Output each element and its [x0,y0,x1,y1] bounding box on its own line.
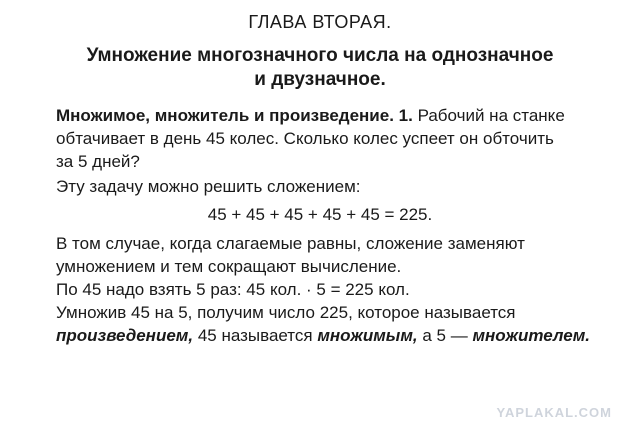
term-product: произведением, [56,326,194,345]
site-watermark: YAPLAKAL.COM [496,405,612,420]
paragraph-3-line-1: В том случае, когда слагаемые равны, сложение заменяют [56,234,525,253]
paragraph-4: По 45 надо взять 5 раз: 45 кол. · 5 = 225 кол. [56,280,410,299]
paragraph-5-text-1: 45 называется [193,326,318,345]
paragraph-5-line-2 [56,325,590,347]
paragraph-1-line-3: за 5 дней? [56,152,140,171]
term-multiplicand: множимым, [317,326,418,345]
term-multiplier: множителем. [472,326,591,345]
paragraph-1-line-2: обтачивает в день 45 колес. Сколько колес успеет он обточить [56,129,554,148]
paragraph-1-heading: Множимое, множитель и произведение. 1. [56,106,413,125]
paragraph-1-line-1 [56,105,565,127]
addition-formula: 45 + 45 + 45 + 45 + 45 = 225. [207,205,433,224]
section-title-line-1: Умножение многозначного числа на однозначное [86,45,554,66]
section-title [0,44,640,92]
paragraph-5-line-1: Умножив 45 на 5, получим число 225, которое называется [56,303,516,322]
section-title-line-2: и двузначное. [254,69,386,90]
paragraph-5-text-2: а 5 — [417,326,473,345]
paragraph-1-line-1-text: Рабочий на станке [417,106,565,125]
paragraph-2: Эту задачу можно решить сложением: [56,177,361,196]
paragraph-3-line-2: умножением и тем сокращают вычисление. [56,257,402,276]
chapter-heading: ГЛАВА ВТОРАЯ. [248,12,392,32]
